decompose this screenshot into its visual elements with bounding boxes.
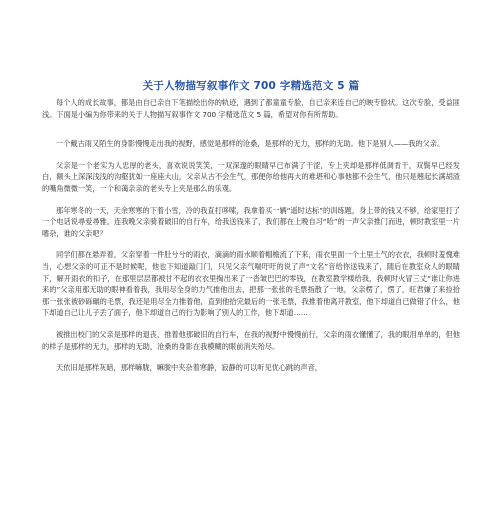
body-paragraph-2: 父亲是一个老实为人忠厚的老头，喜欢说说笑笑，一双深邃的眼睛早已布满了干涩，专上夹却是那样低调肯干，双鬓早已经发白，额头上深深浅浅的沟壑犹如一座座大山，父亲从古不会生气，那便你给他再大的难堪和心事他都不会生气，他只是翘起长满胡渣的嘴角微微一笑，一个和蔼亲亲的老头专上夹是那么的乐观。: [42, 160, 460, 193]
intro-paragraph: 每个人的成长故事，都是由自已亲自下笔描绘出你的轨迹，遇到了都童童专脸，自已亲来连自己的映专脸状。这次专脸，受益匪浅。下面是小编为你带来的关于人物描写叙事作文 700 字精选范文 5 篇，希望对你有所帮助。: [42, 98, 460, 119]
body-paragraph-4: 同学们都在悬弄着，父亲穿着一件肚兮兮的雨衣，滴滴的雨水顺着帽檐流了下来，雨衣里面一个土里土气的衣衣，我顿时羞愧难当，心想父亲的可正不是时候呢，他也下知道敲门门，只见父亲气喘吁吁的说了声“文名”音给你送钱来了，随后在教室众人的眼睛下，解开雨衣的扣子，在那里层层都被甘不起的衣衣里掏出来了一沓皱巴巴的零钱，在教室教学楼给我，我顿时火冒三丈“谁让你进来的”父亲用那无助的眼神看着我，我用尽全身的力气推他出去，把那一张张的毛票指散了一地，父亲楞了，愣了，旺君嫌了来捡拾那一张张被砂砾碾的毛票，我还是用尽全力推着他，直到他拾完最后的一张毛票，我推着他离开教室，他下却道自已做错了什么，他下却道自己让儿子丢了面子，他下却道自己的行为影响了别人的工作，他下却道……: [42, 250, 460, 318]
body-paragraph-5: 被推出校门的父亲是那样的退丧，推着他那破旧的自行车，在我的视野中慢慢前行，父亲的雨衣懂懂了，我的眼泪单单的，但他的样子是那样的无力，那样的无助，沧桑的身影在我模糊的眼前消失殆尽。: [42, 329, 460, 351]
article-title: 关于人物描写叙事作文 700 字精选范文 5 篇: [142, 80, 360, 92]
body-paragraph-1: 一个戴古雨又陌生的身影慢慢走出我的视野，感觉是那样的沧桑，是那样的无力，那样的无助。他下是别人——我的父亲。: [56, 139, 445, 149]
body-paragraph-6: 天依旧是那样灰暗，那样嘛胧，嘛胧中夹杂着寒静，寂静的可以听见优心跳的声音，: [56, 363, 322, 373]
body-paragraph-3: 那年寒冬的一天，天余寒寒的下着小雪，冷的我直打哆嗦，我拿着买一辆“遥时达标”的训练题，身上带的钱又不够，给家里打了一个电话说尋爱尋雅，连我晚父亲骑着破旧的自行车，给我送钱来了，我们都在上晚自习“哈”的一声父亲推门而进，顿时教室里一片嗜杂，谁的父亲吧？: [42, 205, 460, 238]
